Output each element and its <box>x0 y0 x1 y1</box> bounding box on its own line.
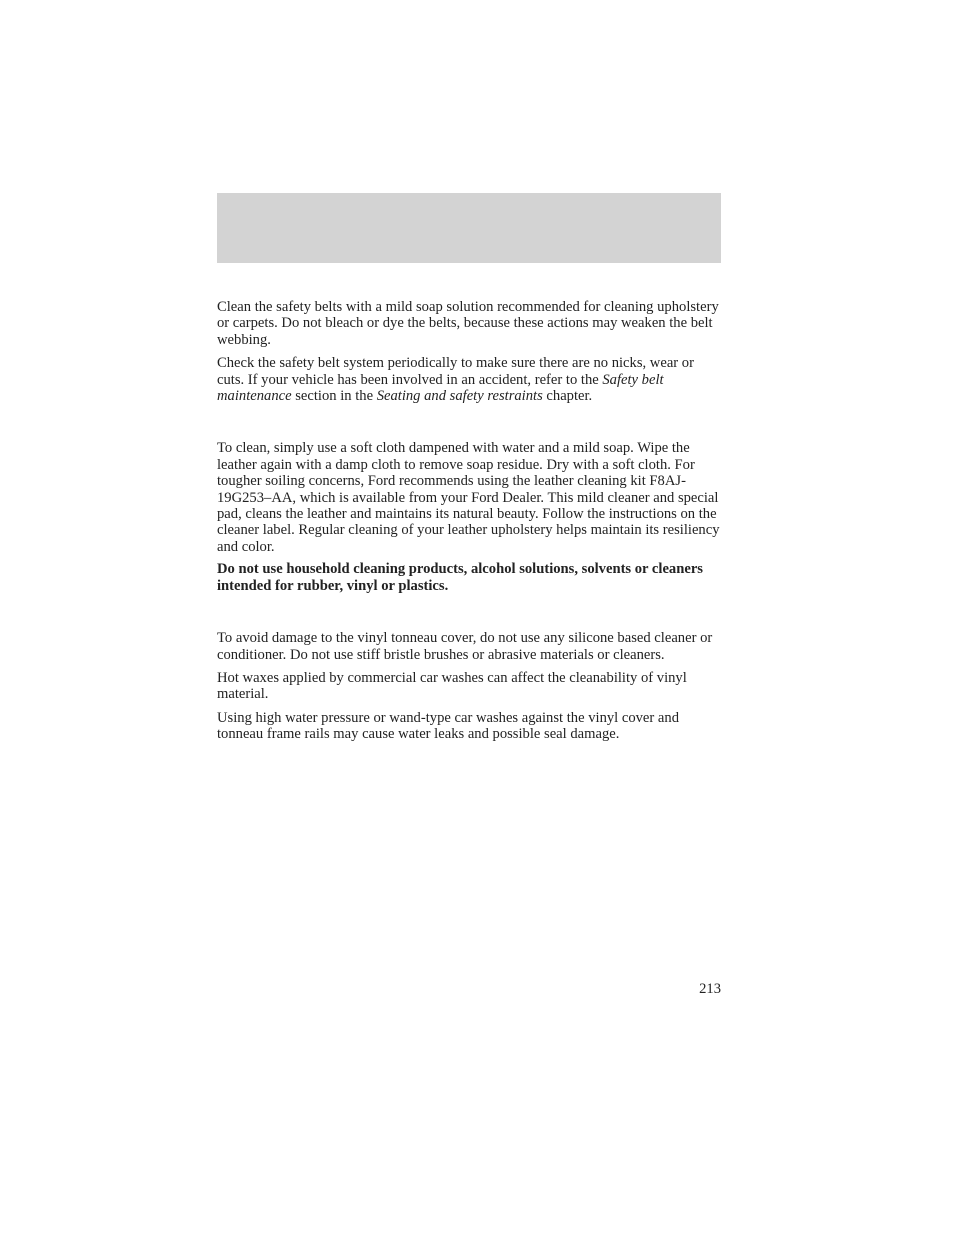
chapter-header-band <box>217 193 721 263</box>
safety-belt-inspection-paragraph <box>217 355 721 404</box>
hot-wax-paragraph: Hot waxes applied by commercial car washes can affect the cleanability of vinyl material. <box>217 669 687 703</box>
seating-restraints-reference: Seating and safety restraints <box>376 388 543 405</box>
inspection-text-end: chapter. <box>542 388 593 405</box>
tonneau-cleaning-paragraph: To avoid damage to the vinyl tonneau cover, do not use any silicone based cleaner or conditioner. Do not use stiff bristle brushes or abrasive materials or cleaners. <box>217 630 713 663</box>
high-pressure-paragraph: Using high water pressure or wand-type car washes against the vinyl cover and tonneau frame rails may cause water leaks and possible seal damage. <box>217 709 679 743</box>
leather-warning-paragraph: Do not use household cleaning products, alcohol solutions, solvents or cleaners intended for rubber, vinyl or plastics. <box>217 561 703 594</box>
inspection-text-start: Check the safety belt system periodically to make sure there are no nicks, wear or cuts. If your vehicle has been involved in an accident, refer to the <box>217 355 694 388</box>
leather-cleaning-paragraph: To clean, simply use a soft cloth dampened with water and a mild soap. Wipe the leather again with a damp cloth to remove soap residue. Dry with a soft cloth. For tougher soiling concerns, Ford recommends using the leather cleaning kit F8AJ-19G253–AA, which is available from your Ford Dealer. This mild cleaner and special pad, cleans the leather and maintains its natural beauty. Follow the instructions on the cleaner label. Regular cleaning of your leather upholstery helps maintain its resiliency and color. <box>217 440 720 555</box>
safety-belt-cleaning-paragraph: Clean the safety belts with a mild soap solution recommended for cleaning upholstery or carpets. Do not bleach or dye the belts, because these actions may weaken the belt webbing. <box>217 299 719 348</box>
safety-belt-maintenance-reference: Safety belt maintenance <box>217 371 664 405</box>
inspection-text-mid: section in the <box>291 388 377 405</box>
page-number: 213 <box>699 981 721 997</box>
page-content <box>217 299 721 743</box>
